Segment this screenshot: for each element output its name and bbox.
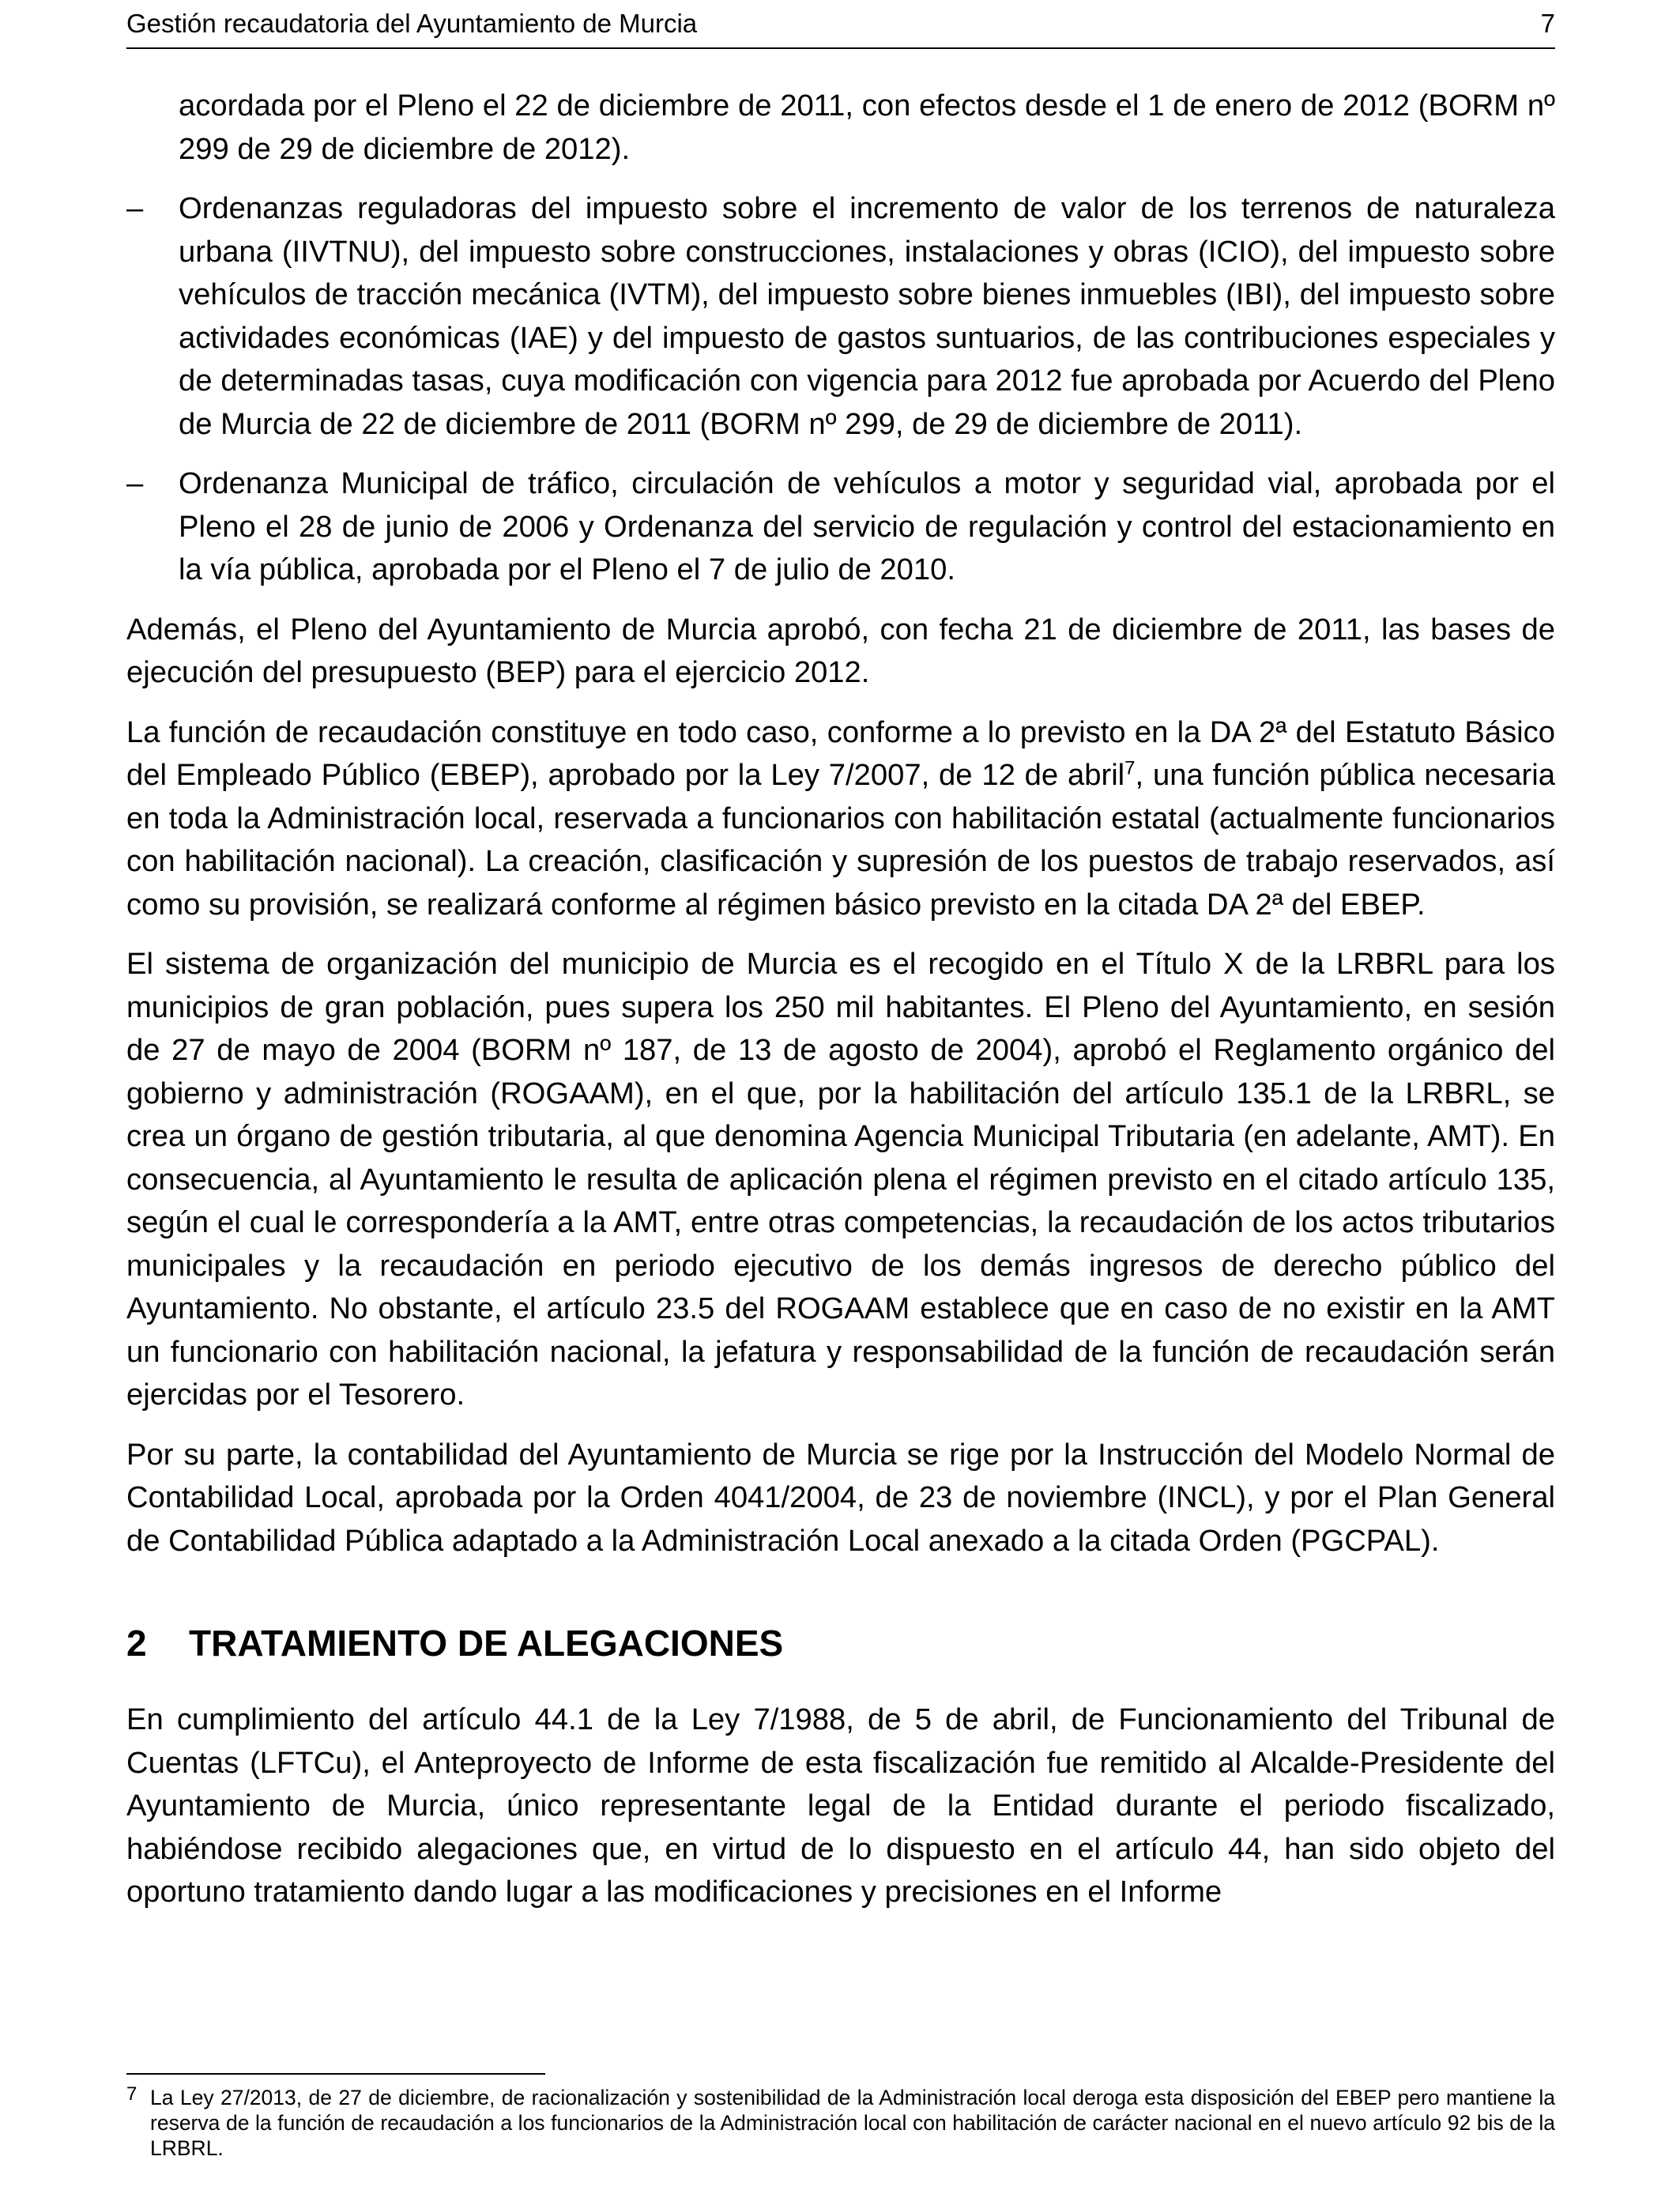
- footnote-mark: 7: [126, 2083, 137, 2105]
- continuation-paragraph: acordada por el Pleno el 22 de diciembre de 2011, con efectos desde el 1 de enero de 2012 (BORM nº 299 de 29 de diciembre de 2012).: [179, 89, 1555, 166]
- body-paragraph: Además, el Pleno del Ayuntamiento de Murcia aprobó, con fecha 21 de diciembre de 2011, las bases de ejecución del presupuesto (BEP) para el ejercicio 2012.: [126, 612, 1555, 689]
- list-item: [126, 462, 1555, 592]
- section-number: 2: [126, 1623, 147, 1664]
- paragraph-text: La función de recaudación constituye en todo caso, conforme a lo previsto en la DA 2ª del Estatuto Básico del Empleado Público (EBEP), aprobado por la Ley 7/2007, de 12 de abril: [126, 714, 1555, 792]
- list-item: [126, 187, 1555, 446]
- footnote-text: La Ley 27/2013, de 27 de diciembre, de racionalización y sostenibilidad de la Administración local deroga esta disposición del EBEP pero mantiene la reserva de la función de recaudación a los funcionarios de la Administración local con habilitación de carácter nacional en el nuevo artículo 92 bis de la LRBRL.: [150, 2086, 1555, 2160]
- footnote: [126, 2085, 1555, 2161]
- section-heading: [126, 1621, 1555, 1665]
- footnote-reference[interactable]: 7: [1124, 757, 1136, 779]
- body-paragraph: El sistema de organización del municipio de Murcia es el recogido en el Título X de la LRBRL para los municipios de gran población, pues supera los 250 mil habitantes. El Pleno del Ayuntamiento, en sesión de 27 de mayo de 2004 (BORM nº 187, de 13 de agosto de 2004), aprobó el Reglamento orgánico del gobierno y administración (ROGAAM), en el que, por la habilitación del artículo 135.1 de la LRBRL, se crea un órgano de gestión tributaria, al que denomina Agencia Municipal Tributaria (en adelante, AMT). En consecuencia, al Ayuntamiento le resulta de aplicación plena el régimen previsto en el citado artículo 135, según el cual le correspondería a la AMT, entre otras competencias, la recaudación de los actos tributarios municipales y la recaudación en periodo ejecutivo de los demás ingresos de derecho público del Ayuntamiento. No obstante, el artículo 23.5 del ROGAAM establece que en caso de no existir en la AMT un funcionario con habilitación nacional, la jefatura y responsabilidad de la función de recaudación serán ejercidas por el Tesorero.: [126, 947, 1555, 1412]
- list-dash: –: [126, 466, 144, 500]
- list-dash: –: [126, 191, 144, 225]
- section-title: TRATAMIENTO DE ALEGACIONES: [189, 1623, 784, 1664]
- page-body: [126, 85, 1555, 1914]
- running-title: Gestión recaudatoria del Ayuntamiento de Murcia: [126, 9, 698, 38]
- body-paragraph: Por su parte, la contabilidad del Ayuntamiento de Murcia se rige por la Instrucción del Modelo Normal de Contabilidad Local, aprobada por la Orden 4041/2004, de 23 de noviembre (INCL), y por el Plan General de Contabilidad Pública adaptado a la Administración Local anexado a la citada Orden (PGCPAL).: [126, 1437, 1555, 1558]
- footnote-divider: [126, 2073, 545, 2075]
- list-item-text: Ordenanza Municipal de tráfico, circulación de vehículos a motor y seguridad vial, aprobada por el Pleno el 28 de junio de 2006 y Ordenanza del servicio de regulación y control del estacionamiento en la vía pública, aprobada por el Pleno el 7 de julio de 2010.: [179, 466, 1555, 586]
- page-number: 7: [1540, 9, 1555, 38]
- paragraph-text: , una función pública necesaria en toda la Administración local, reservada a funcionarios con habilitación estatal (actualmente funcionarios con habilitación nacional). La creación, clasificación y supresión de los puestos de trabajo reservados, así como su provisión, se realizará conforme al régimen básico previsto en la citada DA 2ª del EBEP.: [126, 758, 1555, 922]
- body-paragraph: [126, 711, 1555, 927]
- body-paragraph: En cumplimiento del artículo 44.1 de la Ley 7/1988, de 5 de abril, de Funcionamiento del Tribunal de Cuentas (LFTCu), el Anteproyecto de Informe de esta fiscalización fue remitido al Alcalde-Presidente del Ayuntamiento de Murcia, único representante legal de la Entidad durante el periodo fiscalizado, habiéndose recibido alegaciones que, en virtud de lo dispuesto en el artículo 44, han sido objeto del oportuno tratamiento dando lugar a las modificaciones y precisiones en el Informe: [126, 1702, 1555, 1909]
- list-item-text: Ordenanzas reguladoras del impuesto sobre el incremento de valor de los terrenos de naturaleza urbana (IIVTNU), del impuesto sobre construcciones, instalaciones y obras (ICIO), del impuesto sobre vehículos de tracción mecánica (IVTM), del impuesto sobre bienes inmuebles (IBI), del impuesto sobre actividades económicas (IAE) y del impuesto de gastos suntuarios, de las contribuciones especiales y de determinadas tasas, cuya modificación con vigencia para 2012 fue aprobada por Acuerdo del Pleno de Murcia de 22 de diciembre de 2011 (BORM nº 299, de 29 de diciembre de 2011).: [179, 191, 1555, 441]
- page-header: [126, 6, 1555, 49]
